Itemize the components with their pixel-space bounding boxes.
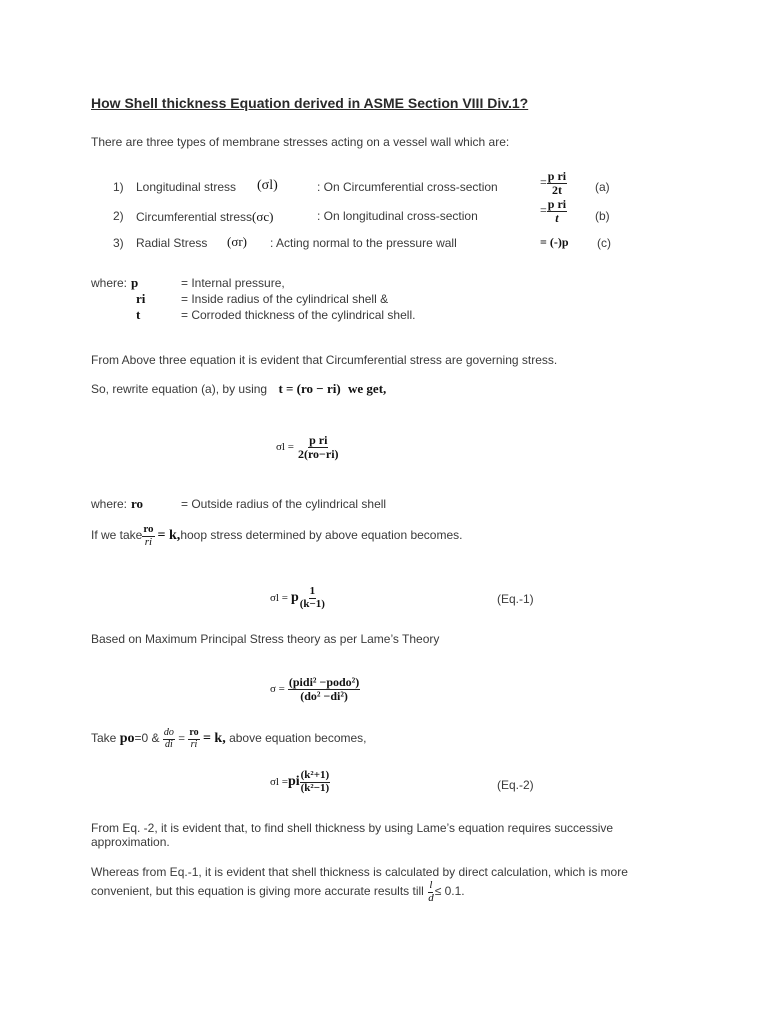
equation-hoop-stress: σl = $\frac{\text{p ri}}{2(ro-ri)}$ bbox=[276, 433, 339, 461]
paragraph-take-po: Take po=0 & $\frac{do}{di}$ = $\frac{ro}{ri}$ = k, above equation becomes, bbox=[91, 727, 367, 750]
stress-2-formula: = $\frac{\text{p ri}}{t}$ bbox=[540, 197, 567, 225]
stress-2-tag: (b) bbox=[595, 209, 610, 223]
paragraph-lame: Based on Maximum Principal Stress theory as per Lame’s Theory bbox=[91, 632, 440, 646]
where-label: where: bbox=[91, 276, 128, 290]
stress-1-label: Longitudinal stress bbox=[136, 180, 237, 194]
equation-2-tag: (Eq.-2) bbox=[497, 778, 534, 792]
paragraph-direct-calc: Whereas from Eq.-1, it is evident that shell thickness is calculated by direct calculation, which is more bbox=[91, 865, 628, 879]
stress-2-label: Circumferential stress(σc) bbox=[136, 209, 274, 224]
paragraph-successive: From Eq. -2, it is evident that, to find shell thickness by using Lame’s equation requires successive bbox=[91, 821, 614, 835]
stress-3-formula: = (-)p bbox=[540, 235, 569, 249]
symbol-p: p bbox=[131, 275, 139, 290]
equation-1: σl = p $\frac{1}{(k-1)}$ bbox=[270, 585, 325, 610]
stress-3-tag: (c) bbox=[597, 236, 611, 250]
paragraph-successive-cont: approximation. bbox=[91, 835, 170, 849]
stress-2-number: 2) bbox=[113, 209, 124, 223]
paragraph-take-k: If we take $\frac{ro}{ri}$ = k,hoop stress determined by above equation becomes. bbox=[91, 523, 463, 548]
definition-t: = Corroded thickness of the cylindrical shell. bbox=[181, 308, 416, 322]
definition-ri: = Inside radius of the cylindrical shell & bbox=[181, 292, 389, 306]
equation-2: σl =pi $\frac{\text{(k²+1)}}{\text{(k²−1)}}$ bbox=[270, 769, 330, 794]
paragraph-convenient: convenient, but this equation is giving more accurate results till $\frac{l}{d}$ ≤ 0.1. bbox=[91, 879, 465, 904]
stress-3-number: 3) bbox=[113, 236, 124, 250]
stress-1-number: 1) bbox=[113, 180, 124, 194]
paragraph-rewrite: So, rewrite equation (a), by using t = (ro − ri) we get, bbox=[91, 381, 387, 396]
equation-lame: σ = $\frac{\text{(pidi² −podo²)}}{\text{(do² −di²)}}$ bbox=[270, 675, 360, 703]
page-title: How Shell thickness Equation derived in ASME Section VIII Div.1? bbox=[91, 95, 529, 111]
paragraph-governing-stress: From Above three equation it is evident that Circumferential stress are governing stress. bbox=[91, 353, 558, 367]
stress-3-label: Radial Stress bbox=[136, 236, 208, 250]
definition-ro: = Outside radius of the cylindrical shell bbox=[181, 497, 387, 511]
symbol-ri: ri bbox=[136, 291, 146, 306]
where-ro-label: where: bbox=[91, 497, 128, 511]
stress-1-desc: : On Circumferential cross-section bbox=[317, 180, 498, 194]
stress-3-desc: : Acting normal to the pressure wall bbox=[270, 236, 457, 250]
stress-3-symbol: (σr) bbox=[227, 234, 247, 249]
definition-p: = Internal pressure, bbox=[181, 276, 285, 290]
stress-1-symbol: (σl) bbox=[257, 178, 278, 193]
stress-1-formula: = $\frac{\text{p ri}}{2t}$ bbox=[540, 169, 567, 197]
symbol-ro: ro bbox=[131, 496, 144, 511]
stress-1-tag: (a) bbox=[595, 180, 610, 194]
stress-2-desc: : On longitudinal cross-section bbox=[317, 209, 478, 223]
equation-1-tag: (Eq.-1) bbox=[497, 592, 534, 606]
intro-text: There are three types of membrane stresses acting on a vessel wall which are: bbox=[91, 135, 510, 149]
symbol-t: t bbox=[136, 307, 141, 322]
